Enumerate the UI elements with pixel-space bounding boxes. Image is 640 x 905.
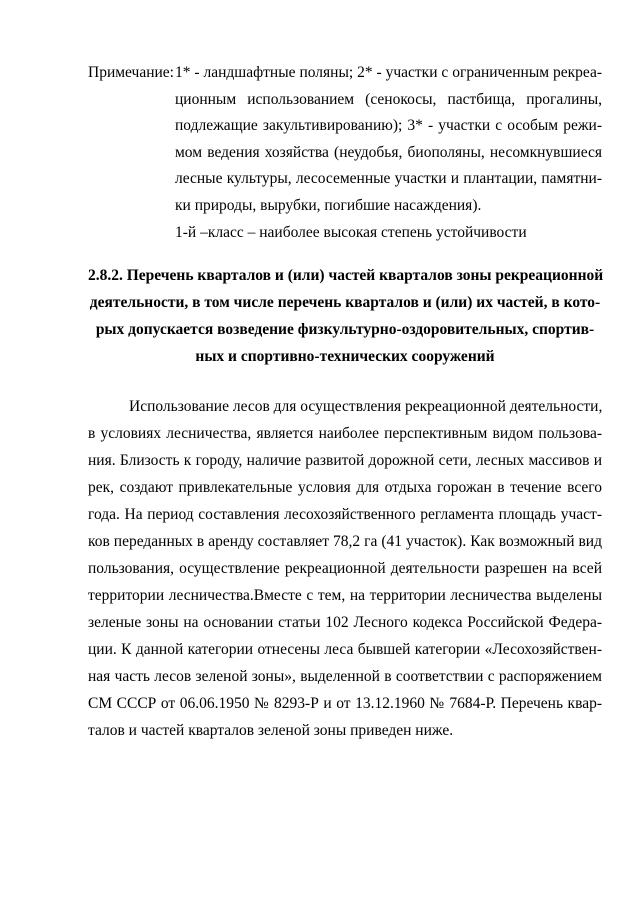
paragraph-line: рек, создают привлекательные условия для отдыха горожан в течение всего	[88, 479, 602, 496]
section-heading-line: 2.8.2. Перечень кварталов и (или) частей кварталов зоны рекреационной	[88, 267, 604, 284]
note-line: 1-й –класс – наиболее высокая степень устойчивости	[175, 223, 527, 241]
paragraph-line: пользования, осуществление рекреационной деятельности разрешен на всей	[88, 560, 602, 577]
paragraph-line: года. На период составления лесохозяйственного регламента площадь участ-	[88, 506, 602, 523]
paragraph-line: ная часть лесов зеленой зоны», выделенной в соответствии с распоряжением	[88, 668, 602, 685]
note-label: Примечание:	[88, 64, 174, 81]
paragraph-line: ков переданных в аренду составляет 78,2 га (41 участок). Как возможный вид	[88, 533, 602, 550]
note-line: ционным использованием (сенокосы, пастбища, прогалины,	[175, 90, 602, 108]
paragraph-line: в условиях лесничества, является наиболее перспективным видом пользова-	[88, 425, 602, 442]
paragraph-line: талов и частей кварталов зеленой зоны приведен ниже.	[88, 722, 454, 739]
note-line: мом ведения хозяйства (неудобья, биополяны, несомкнувшиеся	[175, 143, 602, 161]
paragraph-line: территории лесничества.Вместе с тем, на территории лесничества выделены	[88, 587, 602, 604]
note-line: 1* - ландшафтные поляны; 2* - участки с ограниченным рекреа-	[175, 64, 602, 81]
note-line: ки природы, вырубки, погибшие насаждения).	[175, 197, 482, 214]
paragraph-line: СМ СССР от 06.06.1950 № 8293-Р и от 13.12.1960 № 7684-Р. Перечень квар-	[88, 695, 602, 712]
paragraph-line: зеленые зоны на основании статьи 102 Лесного кодекса Российской Федера-	[88, 614, 602, 631]
paragraph-line: ния. Близость к городу, наличие развитой дорожной сети, лесных массивов и	[88, 452, 602, 469]
note-line: подлежащие закультивированию); 3* - участки с особым режи-	[175, 117, 602, 135]
note-line: лесные культуры, лесосеменные участки и плантации, памятни-	[175, 170, 602, 188]
section-heading-line: деятельности, в том числе перечень кварталов и (или) их частей, в кото-	[89, 294, 601, 311]
paragraph-line: ции. К данной категории отнесены леса бывшей категории «Лесохозяйствен-	[88, 641, 602, 658]
section-heading-line: ных и спортивно-технических сооружений	[195, 348, 495, 365]
paragraph-line: Использование лесов для осуществления рекреационной деятельности,	[129, 398, 603, 415]
section-heading-line: рых допускается возведение физкультурно-оздоровительных, спортив-	[95, 321, 595, 338]
